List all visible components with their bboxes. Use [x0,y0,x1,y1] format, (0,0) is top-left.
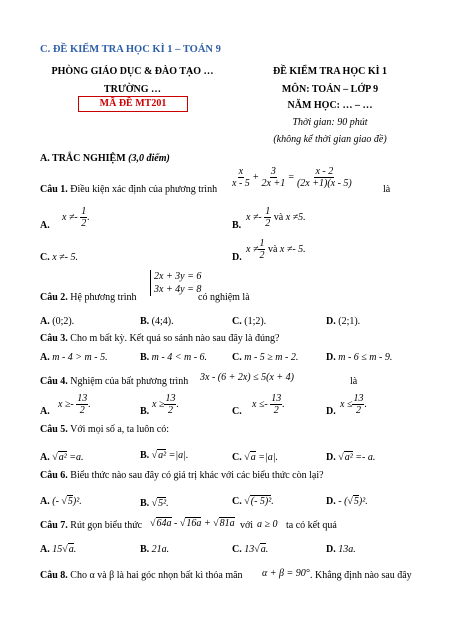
option-2c[interactable]: C. (1;2). [232,316,267,327]
time-note: (không kể thời gian giao đề) [273,134,387,145]
question-2: Câu 2. Hệ phương trình [40,292,137,303]
exam-title: ĐỀ KIỂM TRA HỌC KÌ 1 [273,66,387,77]
question-1-suffix: là [383,184,391,195]
question-7-suffix: ta có kết quả [286,520,337,531]
question-7-expr: √64a - √16a + √81a [150,518,235,529]
option-6b[interactable]: B. √5². [140,498,169,509]
option-3b[interactable]: B. m - 4 < m - 6. [140,352,208,363]
question-2-system: 2x + 3y = 6 3x + 4y = 8 [150,270,201,296]
exam-code-badge: MÃ ĐỀ MT201 [78,96,188,112]
question-1-equation: $\frac{x}{x - 5}$ + $\frac{3}{2x +1}$ = $\frac{x - 2}{(2x +1)(x - 5)}$ [232,166,352,189]
option-4c-expr: x ≤- $\frac{13}{2}$ . [252,393,285,416]
school-year: NĂM HỌC: … – … [287,100,373,111]
question-7-mid: với [240,520,254,531]
option-7c[interactable]: C. 13√a. [232,544,269,555]
option-5a[interactable]: A. √a² =a. [40,452,84,463]
question-1: Câu 1. Điều kiện xác định của phương trình [40,184,218,195]
option-1a[interactable]: A. [40,220,50,231]
option-7a[interactable]: A. 15√a. [40,544,77,555]
option-1c[interactable]: C. x ≠- 5. [40,252,78,263]
option-1b-expr: x ≠- $\frac{1}{2}$ và x ≠5. [246,206,306,229]
option-2a[interactable]: A. (0;2). [40,316,75,327]
option-7b[interactable]: B. 21a. [140,544,170,555]
option-7d[interactable]: D. 13a. [326,544,356,555]
option-3c[interactable]: C. m - 5 ≥ m - 2. [232,352,299,363]
option-1d[interactable]: D. [232,252,242,263]
question-8-expr: α + β = 90° [262,568,310,579]
option-3d[interactable]: D. m - 6 ≤ m - 9. [326,352,393,363]
question-7: Câu 7. Rút gọn biểu thức [40,520,143,531]
option-4d[interactable]: D. [326,406,336,417]
option-6d[interactable]: D. - (√5)². [326,496,368,507]
option-4a[interactable]: A. [40,406,50,417]
option-1a-expr: x ≠- $\frac{1}{2}$ . [62,206,90,229]
option-1b[interactable]: B. [232,220,242,231]
question-3: Câu 3. Cho m bất kỳ. Kết quả so sánh nào sau đây là đúng? [40,333,280,344]
department-name: PHÒNG GIÁO DỤC & ĐÀO TẠO … [51,66,214,77]
question-7-cond: a ≥ 0 [257,519,278,530]
time-limit: Thời gian: 90 phút [292,117,368,128]
option-5b[interactable]: B. √a² =|a|. [140,450,189,461]
option-5d[interactable]: D. √a² =- a. [326,452,376,463]
question-2-suffix: có nghiệm là [198,292,250,303]
option-2d[interactable]: D. (2;1). [326,316,361,327]
option-5c[interactable]: C. √a =|a|. [232,452,278,463]
subject-line: MÔN: TOÁN – LỚP 9 [281,84,379,95]
school-name: TRƯỜNG … [103,84,162,95]
option-6a[interactable]: A. (- √5)². [40,496,82,507]
option-1d-expr: x ≠ $\frac{1}{2}$ và x ≠- 5. [246,238,306,261]
question-6: Câu 6. Biểu thức nào sau đây có giá trị khác với các biểu thức còn lại? [40,470,324,481]
question-4: Câu 4. Nghiệm của bất phương trình [40,376,189,387]
question-8-suffix: . Khẳng định nào sau đây [310,570,412,581]
question-5: Câu 5. Với mọi số a, ta luôn có: [40,424,170,435]
option-4d-expr: x ≤ $\frac{13}{2}$ . [340,393,367,416]
option-2b[interactable]: B. (4;4). [140,316,174,327]
option-4b-expr: x ≥ $\frac{13}{2}$ . [152,393,179,416]
doc-title: C. ĐỀ KIỂM TRA HỌC KÌ 1 – TOÁN 9 [40,44,221,55]
option-4a-expr: x ≥- $\frac{13}{2}$ . [58,393,91,416]
option-4b[interactable]: B. [140,406,150,417]
option-4c[interactable]: C. [232,406,242,417]
question-4-suffix: là [350,376,358,387]
section-a-title: A. TRẮC NGHIỆM (3,0 điểm) [40,153,170,164]
option-3a[interactable]: A. m - 4 > m - 5. [40,352,108,363]
question-8: Câu 8. Cho α và β là hai góc nhọn bất kì thỏa mãn [40,570,243,581]
question-4-inequality: 3x - (6 + 2x) ≤ 5(x + 4) [200,372,294,383]
option-6c[interactable]: C. √(- 5)². [232,496,274,507]
